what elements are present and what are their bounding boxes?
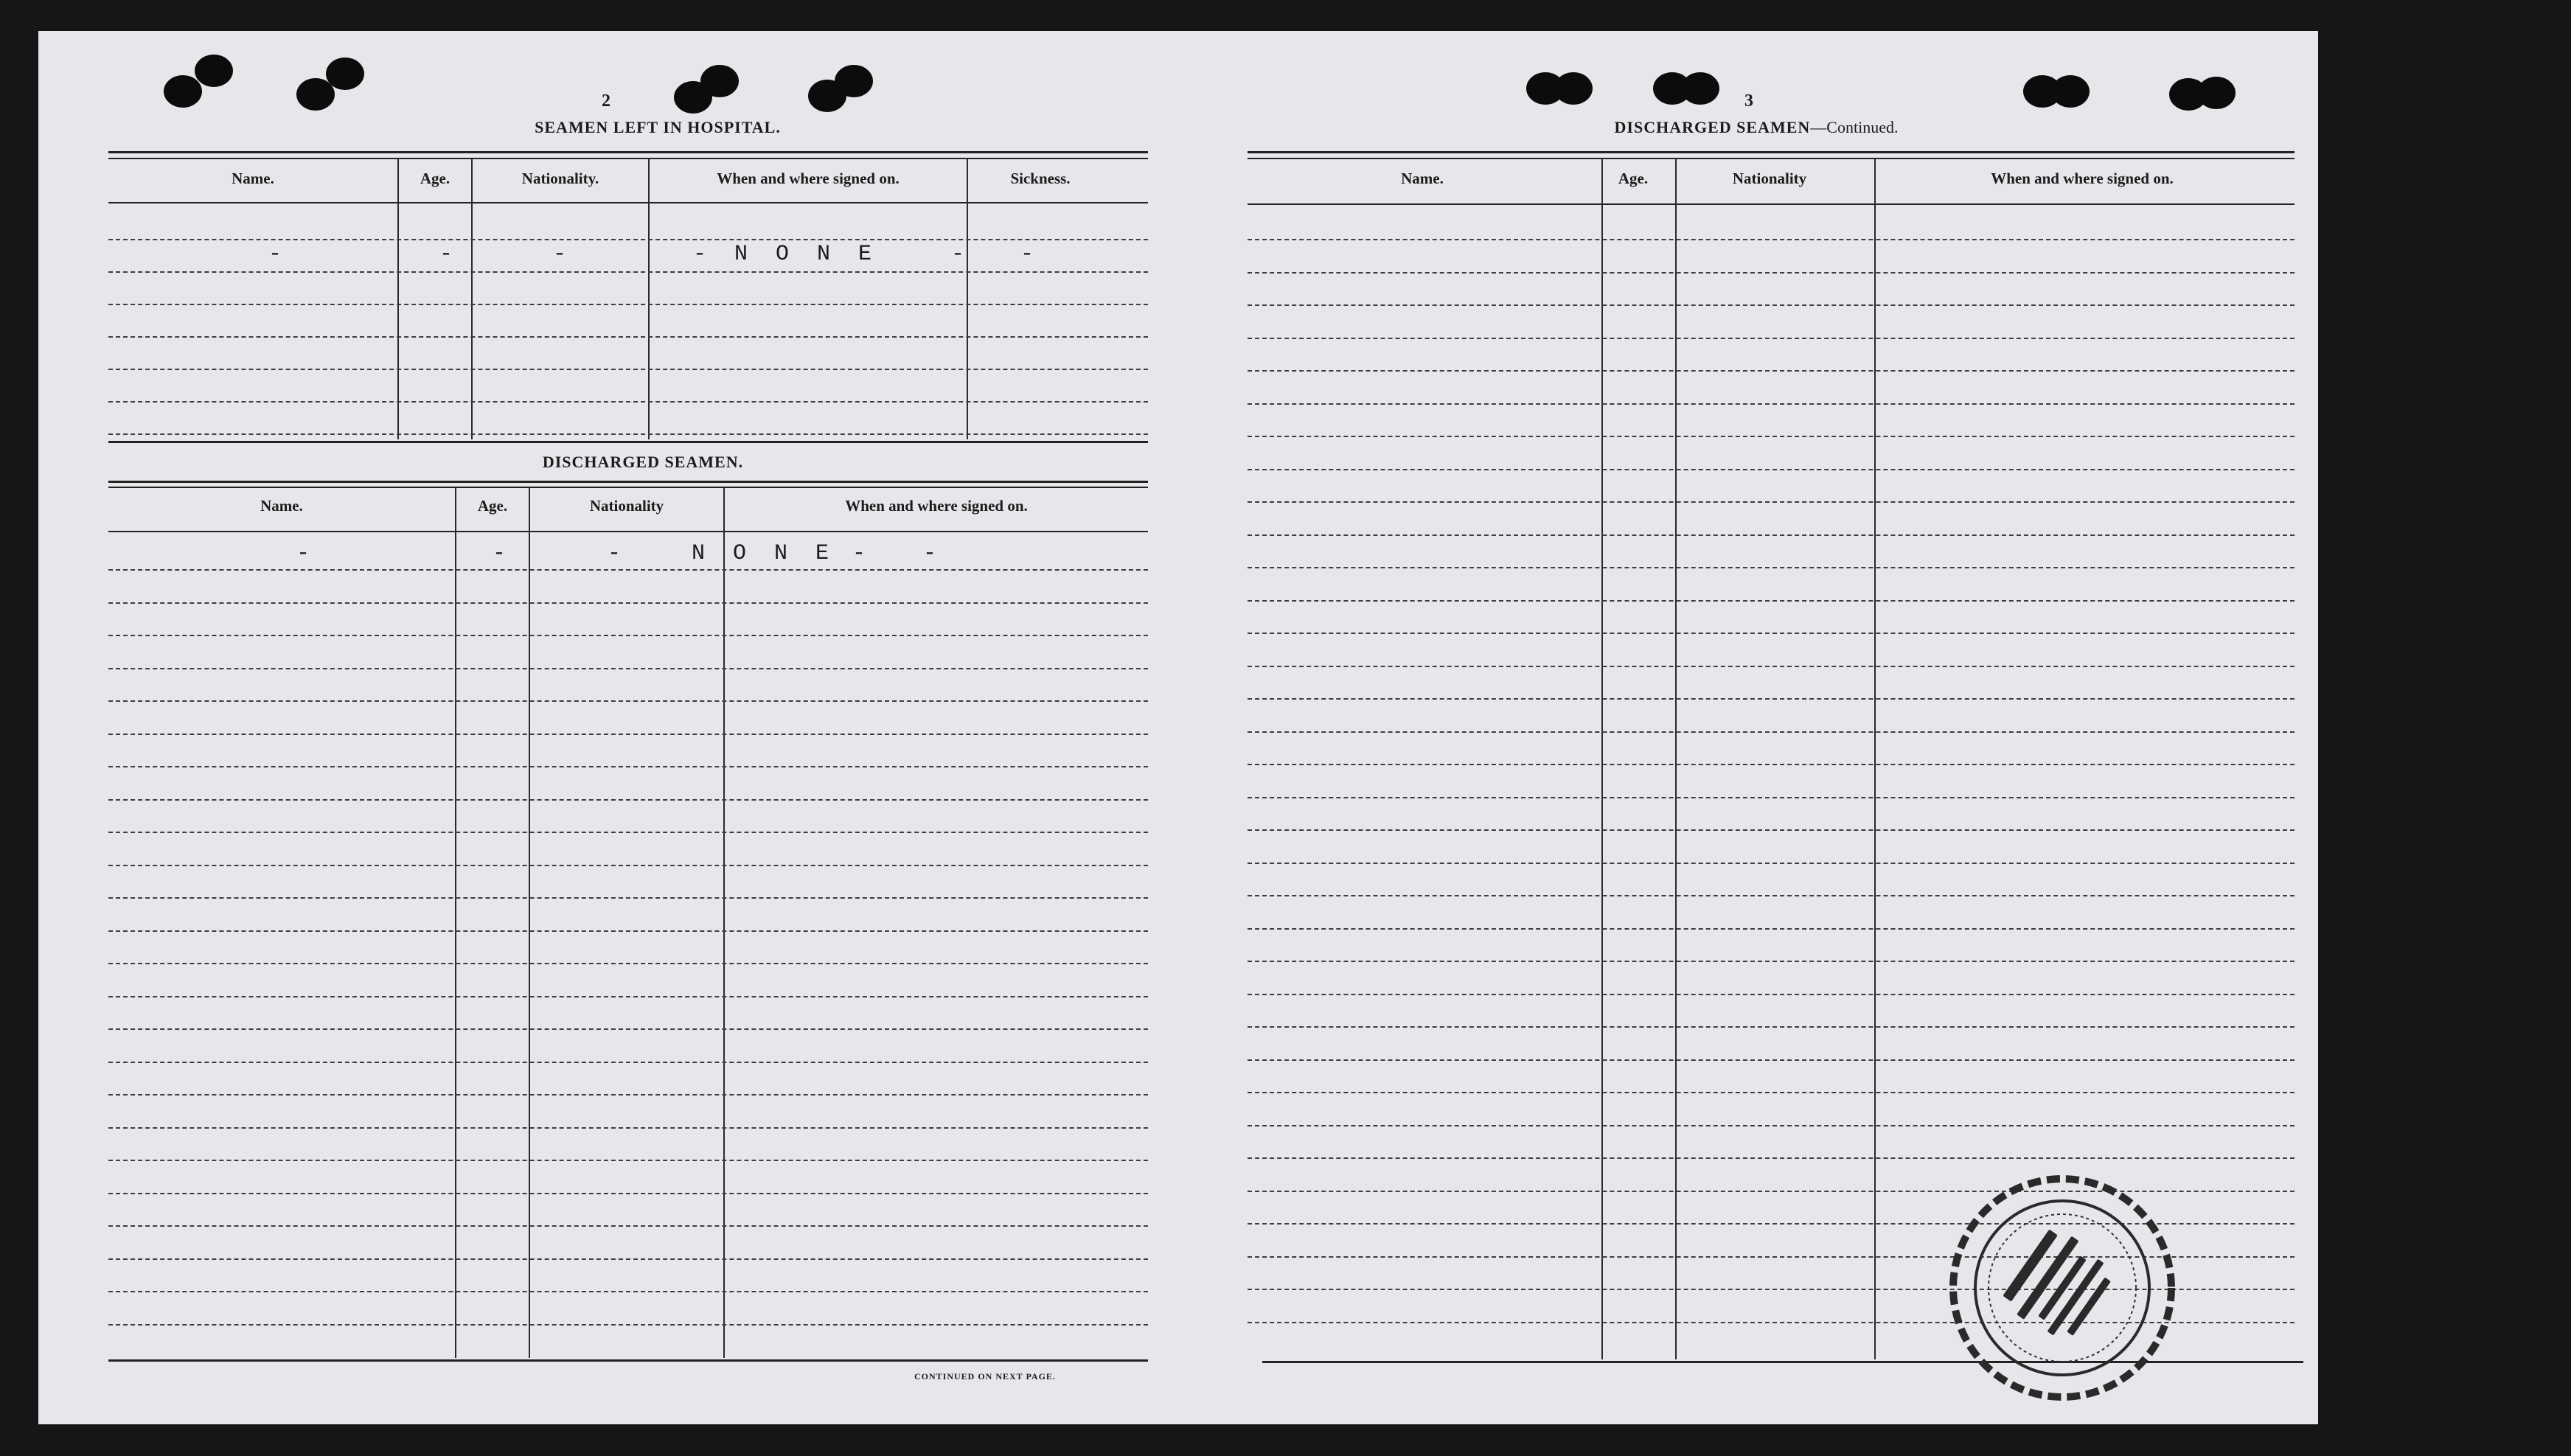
typed-entry: - (951, 242, 973, 267)
rule (1248, 158, 2295, 159)
continued-note: CONTINUED ON NEXT PAGE. (914, 1371, 1056, 1382)
row-line (1248, 436, 2295, 437)
row-line (1248, 1157, 2295, 1159)
row-line (1248, 403, 2295, 405)
row-line (108, 239, 1148, 240)
row-line (108, 1193, 1148, 1194)
header-rule (108, 202, 1148, 203)
row-line (1248, 567, 2295, 568)
rule (108, 481, 1148, 483)
punch-hole (1554, 72, 1593, 105)
row-line (1248, 272, 2295, 274)
row-line (108, 336, 1148, 338)
column-divider (648, 159, 650, 439)
typed-entry: - (439, 242, 461, 267)
typed-entry: - (553, 242, 574, 267)
rule (1248, 151, 2295, 153)
col-header-signed-on: When and where signed on. (1991, 170, 2174, 187)
row-line (1248, 994, 2295, 995)
row-line (108, 734, 1148, 735)
rule (108, 487, 1148, 488)
row-line (1248, 829, 2295, 831)
col-header-nationality: Nationality. (521, 170, 599, 187)
discharged-continued-title (1587, 118, 1926, 137)
row-line (1248, 1059, 2295, 1061)
row-line (1248, 698, 2295, 700)
row-line (108, 1160, 1148, 1161)
row-line (108, 1324, 1148, 1326)
page-number: 2 (602, 91, 610, 111)
row-line (108, 930, 1148, 932)
punch-hole (296, 78, 335, 111)
row-line (108, 1028, 1148, 1030)
col-header-sickness: Sickness. (1010, 170, 1071, 187)
punch-hole (2051, 75, 2090, 108)
column-divider (1874, 159, 1876, 1359)
title-suffix: —Continued. (1810, 118, 1899, 136)
row-line (108, 602, 1148, 604)
row-line (108, 401, 1148, 403)
column-divider (397, 159, 399, 439)
row-line (108, 766, 1148, 767)
punch-hole (164, 75, 202, 108)
document-sheet (38, 31, 2318, 1424)
hospital-section-title: SEAMEN LEFT IN HOSPITAL. (535, 118, 781, 136)
typed-entry: - (268, 242, 290, 267)
typed-entry: - (608, 541, 629, 566)
punch-hole (195, 55, 233, 87)
col-header-nationality: Nationality (589, 497, 664, 515)
row-line (108, 897, 1148, 899)
col-header-name: Name. (232, 170, 274, 187)
col-header-age: Age. (477, 497, 508, 515)
row-line (108, 668, 1148, 669)
row-line (1248, 1026, 2295, 1028)
typed-entry: - (296, 541, 318, 566)
column-divider (723, 488, 725, 1358)
page-number: 3 (1744, 91, 1753, 111)
row-line (108, 1062, 1148, 1063)
rule (108, 158, 1148, 159)
punch-hole (1681, 72, 1719, 105)
row-line (1248, 600, 2295, 602)
row-line (1248, 731, 2295, 733)
punch-hole (808, 80, 846, 112)
row-line (108, 635, 1148, 636)
rule (108, 151, 1148, 153)
row-line (108, 799, 1148, 801)
column-divider (1601, 159, 1603, 1359)
row-line (1248, 370, 2295, 372)
postmark-stamp (1941, 1166, 2184, 1410)
row-line (1248, 534, 2295, 536)
column-divider (529, 488, 530, 1358)
row-line (108, 369, 1148, 370)
col-header-name: Name. (1401, 170, 1444, 187)
row-line (1248, 501, 2295, 503)
col-header-signed-on: When and where signed on. (845, 497, 1028, 515)
typed-entry: N O N E (692, 541, 837, 566)
typed-entry: - (923, 541, 944, 566)
column-divider (1675, 159, 1677, 1359)
row-line (108, 1225, 1148, 1227)
row-line (108, 865, 1148, 866)
row-line (1248, 304, 2295, 306)
row-line (108, 1258, 1148, 1260)
row-line (108, 304, 1148, 305)
row-line (108, 1291, 1148, 1292)
title-main: DISCHARGED SEAMEN (1614, 118, 1811, 136)
row-line (1248, 928, 2295, 930)
row-line (1248, 797, 2295, 798)
row-line (108, 271, 1148, 273)
discharged-section-title: DISCHARGED SEAMEN. (542, 453, 744, 471)
row-line (108, 1094, 1148, 1096)
row-line (1248, 961, 2295, 962)
typed-entry: - (1020, 242, 1042, 267)
row-line (1248, 239, 2295, 240)
row-line (108, 832, 1148, 833)
punch-hole (2197, 77, 2236, 109)
row-line (1248, 863, 2295, 864)
row-line (108, 996, 1148, 997)
row-line (1248, 666, 2295, 667)
row-line (1248, 895, 2295, 896)
column-divider (455, 488, 456, 1358)
row-line (108, 700, 1148, 702)
header-rule (1248, 203, 2295, 205)
row-line (1248, 338, 2295, 339)
column-divider (967, 159, 968, 439)
row-line (1248, 469, 2295, 470)
rule (108, 441, 1148, 443)
col-header-age: Age. (1618, 170, 1649, 187)
row-line (1248, 1092, 2295, 1093)
col-header-nationality: Nationality (1732, 170, 1807, 187)
rule (108, 1359, 1148, 1362)
row-line (108, 569, 1148, 571)
typed-entry: - (493, 541, 514, 566)
row-line (108, 963, 1148, 964)
row-line (1248, 764, 2295, 765)
header-rule (108, 531, 1148, 532)
column-divider (471, 159, 473, 439)
typed-entry: - (852, 541, 874, 566)
row-line (1248, 1125, 2295, 1126)
col-header-signed-on: When and where signed on. (717, 170, 900, 187)
row-line (108, 433, 1148, 435)
col-header-age: Age. (420, 170, 450, 187)
row-line (1248, 633, 2295, 634)
typed-entry: - N O N E (693, 242, 880, 267)
col-header-name: Name. (260, 497, 303, 515)
row-line (108, 1127, 1148, 1129)
punch-hole (674, 81, 712, 114)
